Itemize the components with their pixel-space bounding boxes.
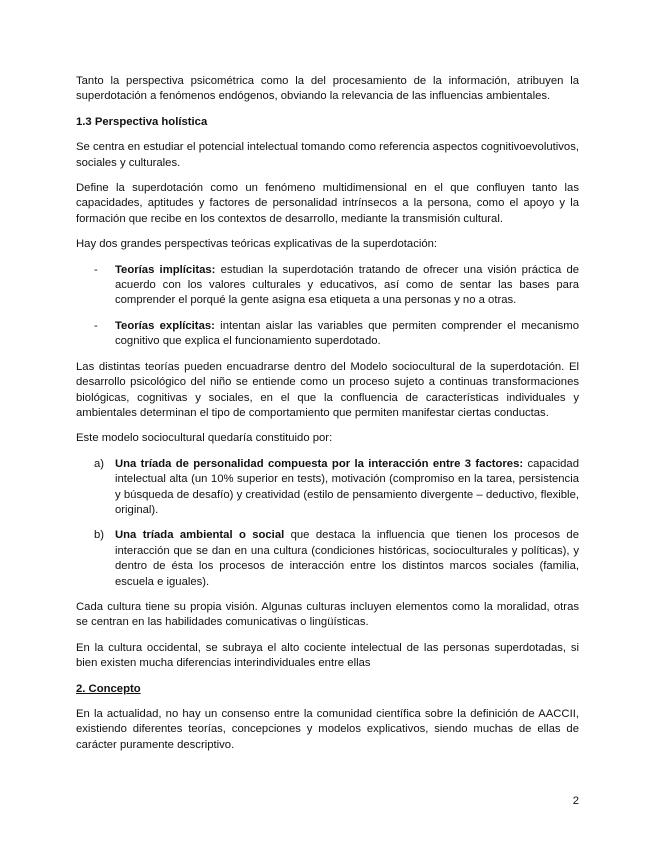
list-marker: b) bbox=[94, 529, 105, 542]
term-personality-triad: Una tríada de personalidad compuesta por la interacción entre 3 factores: bbox=[115, 457, 524, 470]
paragraph-concept: En la actualidad, no hay un consenso entre la comunidad científica sobre la definición de AACCII, existiendo diferentes teorías, concepciones y modelos explicativos, siendo muchas de ellas de carácter puramente descriptivo. bbox=[76, 708, 579, 751]
term-environmental-triad: Una tríada ambiental o social bbox=[115, 529, 285, 542]
term-implicit: Teorías implícitas: bbox=[115, 263, 216, 276]
list-marker: - bbox=[94, 319, 98, 332]
paragraph-culture-vision: Cada cultura tiene su propia visión. Algunas culturas incluyen elementos como la moralidad, otras se centran en las habilidades comunicativas o lingüísticas. bbox=[76, 600, 579, 629]
paragraph-intro: Tanto la perspectiva psicométrica como la del procesamiento de la información, atribuyen la superdotación a fenómenos endógenos, obviando la relevancia de las influencias ambientales. bbox=[76, 75, 579, 103]
list-item-explicit bbox=[76, 319, 579, 350]
list-item-personality-triad bbox=[76, 457, 579, 519]
section-heading-concept: 2. Concepto bbox=[76, 682, 141, 695]
paragraph-perspectives-intro: Hay dos grandes perspectivas teóricas explicativas de la superdotación: bbox=[76, 238, 438, 251]
list-marker: - bbox=[94, 263, 98, 276]
term-explicit: Teorías explícitas: bbox=[115, 319, 215, 332]
paragraph-model-intro: Este modelo sociocultural quedaría constituido por: bbox=[76, 432, 333, 445]
model-list bbox=[76, 457, 579, 590]
paragraph-sociocultural-model: Las distintas teorías pueden encuadrarse dentro del Modelo sociocultural de la superdotación. El desarrollo psicológico del niño se entiende como un proceso sujeto a continuas transformaciones biológicas, cognitivas y sociales, en el que la confluencia de características individuales y ambientales determinan el tipo de comportamiento que permiten manifestar ciertas conductas. bbox=[76, 360, 579, 419]
text-personality-triad: capacidad intelectual alta (un 10% superior en tests), motivación (compromiso en la tarea, persistencia y búsqueda de desafío) y creatividad (estilo de pensamiento divergente – deductivo, flexible, original). bbox=[115, 457, 579, 516]
list-item-environmental-triad bbox=[76, 528, 579, 590]
paragraph-holistic-focus: Se centra en estudiar el potencial intelectual tomando como referencia aspectos cognitivoevolutivos, sociales y culturales. bbox=[76, 141, 579, 169]
theories-list bbox=[76, 263, 579, 350]
list-item-implicit bbox=[76, 263, 579, 309]
section-heading-holistic: 1.3 Perspectiva holística bbox=[76, 115, 208, 128]
page-number: 2 bbox=[572, 795, 579, 807]
text-explicit: intentan aislar las variables que permiten comprender el mecanismo cognitivo que explica el funcionamiento superdotado. bbox=[115, 319, 579, 348]
text-environmental-triad: que destaca la influencia que tienen los procesos de interacción que se dan en una cultura (condiciones históricas, socioculturales y políticas), y dentro de ésta los procesos de interacción entre los distintos marcos sociales (familia, escuela e iguales). bbox=[115, 529, 579, 588]
paragraph-definition: Define la superdotación como un fenómeno multidimensional en el que confluyen tanto las capacidades, aptitudes y factores de personalidad intrínsecos a la persona, como el apoyo y la formación que recibe en los contextos de desarrollo, mediante la transmisión cultural. bbox=[76, 182, 579, 225]
paragraph-western-culture: En la cultura occidental, se subraya el alto cociente intelectual de las personas superdotadas, si bien existen mucha diferencias interindividuales entre ellas bbox=[76, 641, 579, 670]
text-implicit: estudian la superdotación tratando de ofrecer una visión práctica de acuerdo con los valores culturales y educativos, así como de sentar las bases para comprender el porqué la gente asigna esa etiqueta a una personas y no a otras. bbox=[115, 263, 580, 307]
list-marker: a) bbox=[94, 457, 105, 470]
